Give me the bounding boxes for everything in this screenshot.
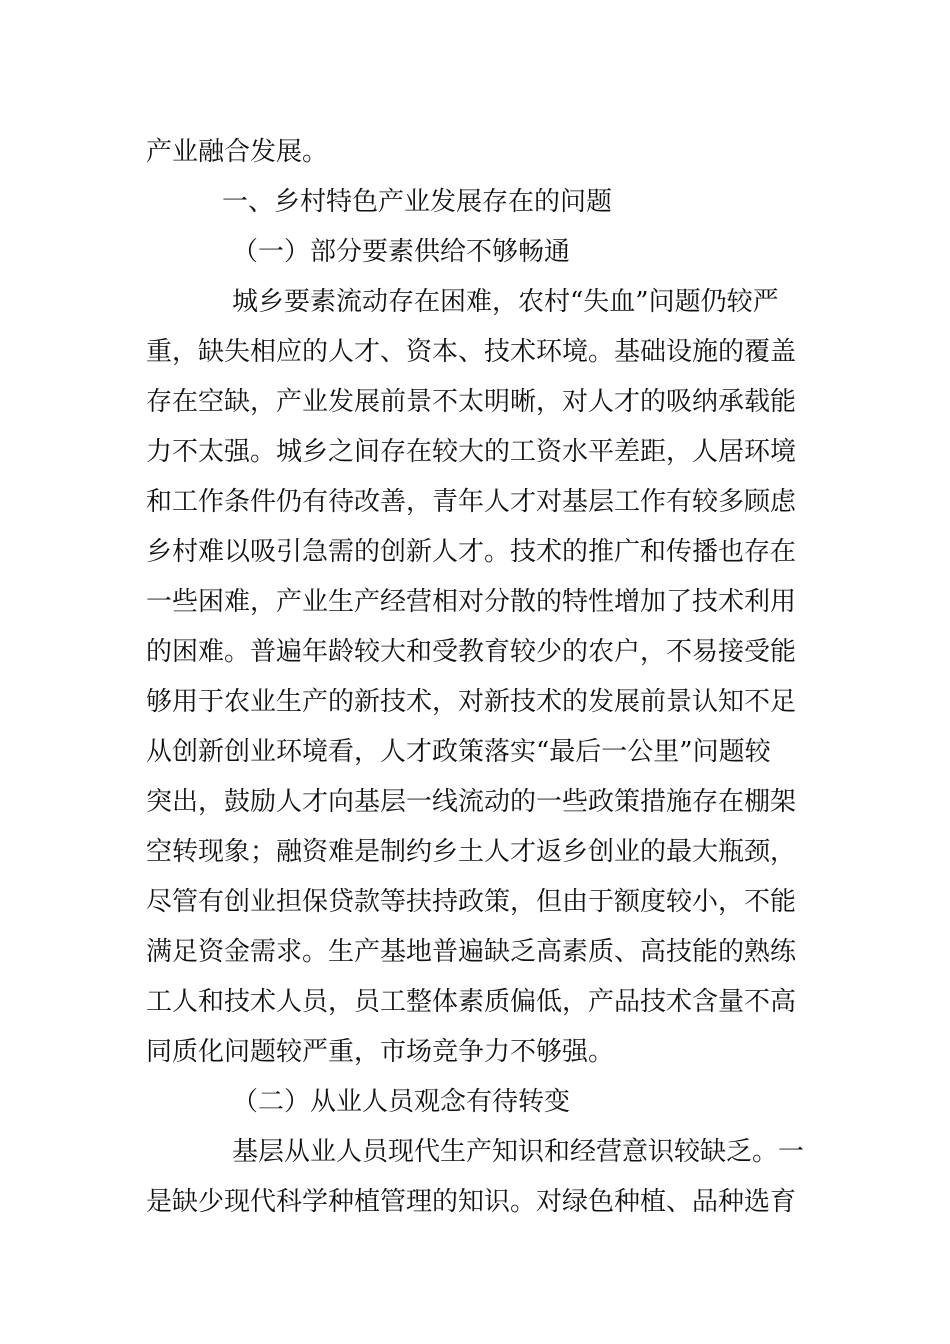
paragraph-line: 存在空缺，产业发展前景不太明晰，对人才的吸纳承载能 [146, 387, 797, 417]
paragraph-line: 同质化问题较严重，市场竞争力不够强。 [146, 1037, 615, 1067]
paragraph-line: 工人和技术人员，员工整体素质偏低，产品技术含量不高 [146, 987, 797, 1017]
paragraph-line: 从创新创业环境看，人才政策落实“最后一公里”问题较 [146, 737, 771, 767]
paragraph-line: 尽管有创业担保贷款等扶持政策，但由于额度较小，不能 [146, 887, 797, 917]
paragraph-line: 乡村难以吸引急需的创新人才。技术的推广和传播也存在 [146, 537, 797, 567]
paragraph-line: 够用于农业生产的新技术，对新技术的发展前景认知不足 [146, 687, 797, 717]
paragraph-line: 产业融合发展。 [146, 137, 329, 167]
paragraph-line: 突出，鼓励人才向基层一线流动的一些政策措施存在棚架 [146, 787, 797, 817]
paragraph-line: 和工作条件仍有待改善，青年人才对基层工作有较多顾虑 [146, 487, 797, 517]
paragraph-line: 基层从业人员现代生产知识和经营意识较缺乏。一 [232, 1137, 805, 1167]
paragraph-line: 一些困难，产业生产经营相对分散的特性增加了技术利用 [146, 587, 797, 617]
paragraph-line: 重，缺失相应的人才、资本、技术环境。基础设施的覆盖 [146, 337, 797, 367]
section-heading: 一、乡村特色产业发展存在的问题 [222, 187, 613, 217]
paragraph-line: 力不太强。城乡之间存在较大的工资水平差距，人居环境 [146, 437, 797, 467]
subsection-heading: （一）部分要素供给不够畅通 [232, 237, 571, 267]
paragraph-line: 满足资金需求。生产基地普遍缺乏高素质、高技能的熟练 [146, 937, 797, 967]
paragraph-line: 的困难。普遍年龄较大和受教育较少的农户，不易接受能 [146, 637, 797, 667]
paragraph-line: 是缺少现代科学种植管理的知识。对绿色种植、品种选育 [146, 1187, 797, 1217]
subsection-heading: （二）从业人员观念有待转变 [232, 1087, 571, 1117]
paragraph-line: 空转现象；融资难是制约乡土人才返乡创业的最大瓶颈， [146, 837, 797, 867]
paragraph-line: 城乡要素流动存在困难，农村“失血”问题仍较严 [232, 287, 779, 317]
